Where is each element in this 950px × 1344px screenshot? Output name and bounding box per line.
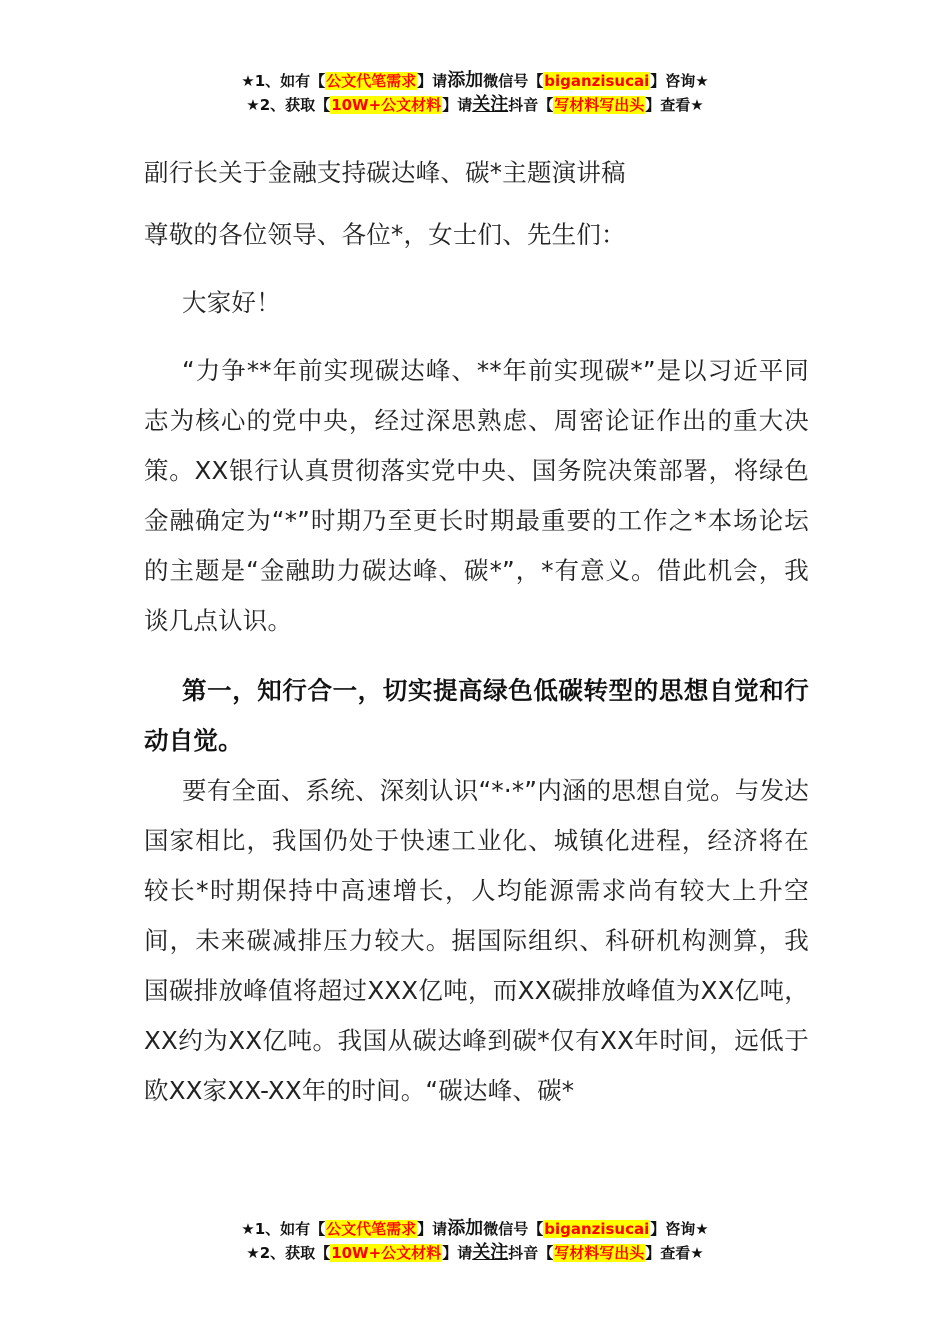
promo-highlight: biganzisucai [544, 72, 650, 90]
salutation: 尊敬的各位领导、各位*，女士们、先生们： [144, 220, 626, 249]
promo-text: 】请 [417, 1220, 448, 1238]
promo-line-2 [0, 93, 950, 117]
body-paragraph-1: 要有全面、系统、深刻认识“*·*”内涵的思想自觉。与发达国家相比，我国仍处于快速工业化、城镇化进程，经济将在较长*时期保持中高速增长，人均能源需求尚有较大上升空间，未来碳减排压力较大。据国际组织、科研机构测算，我国碳排放峰值将超过XXX亿吨，而XX碳排放峰值为XX亿吨，XX约为XX亿吨。我国从碳达峰到碳*仅有XX年时间，远低于欧XX家XX-XX年的时间。“碳达峰、碳* [144, 776, 809, 1105]
promo-banner-bottom [0, 1217, 950, 1265]
promo-text: 】请 [417, 72, 448, 90]
promo-line-1 [0, 69, 950, 93]
promo-emphasis: 关注 [472, 94, 509, 115]
promo-highlight: 10W+公文材料 [331, 1244, 442, 1262]
document-body [144, 148, 809, 1116]
promo-text: 】查看★ [645, 96, 704, 114]
promo-banner-top [0, 69, 950, 117]
promo-text: 】请 [442, 96, 473, 114]
promo-emphasis: 关注 [472, 1242, 509, 1263]
promo-text: 抖音【 [508, 1244, 554, 1262]
promo-text: ★1、如有【 [241, 72, 326, 90]
promo-text: 】请 [442, 1244, 473, 1262]
promo-highlight: 写材料写出头 [554, 1244, 645, 1262]
promo-line-1 [0, 1217, 950, 1241]
promo-text: ★1、如有【 [241, 1220, 326, 1238]
section-heading-1: 第一，知行合一，切实提高绿色低碳转型的思想自觉和行动自觉。 [144, 676, 809, 755]
promo-highlight: biganzisucai [544, 1220, 650, 1238]
promo-text: 】查看★ [645, 1244, 704, 1262]
promo-text: ★2、获取【 [246, 1244, 331, 1262]
promo-emphasis: 添加 [447, 70, 484, 91]
promo-text: ★2、获取【 [246, 96, 331, 114]
promo-line-2 [0, 1241, 950, 1265]
intro-paragraph: “力争**年前实现碳达峰、**年前实现碳*”是以习近平同志为核心的党中央，经过深思熟虑、周密论证作出的重大决策。XX银行认真贯彻落实党中央、国务院决策部署，将绿色金融确定为“*”时期乃至更长时期最重要的工作之*本场论坛的主题是“金融助力碳达峰、碳*”，*有意义。借此机会，我谈几点认识。 [144, 356, 809, 635]
promo-highlight: 写材料写出头 [554, 96, 645, 114]
promo-text: 抖音【 [508, 96, 554, 114]
promo-text: 微信号【 [483, 72, 544, 90]
promo-text: 】咨询★ [650, 1220, 709, 1238]
document-title: 副行长关于金融支持碳达峰、碳*主题演讲稿 [144, 158, 626, 187]
greeting: 大家好！ [182, 288, 281, 317]
promo-highlight: 公文代笔需求 [326, 72, 417, 90]
promo-highlight: 10W+公文材料 [331, 96, 442, 114]
promo-emphasis: 添加 [447, 1218, 484, 1239]
promo-highlight: 公文代笔需求 [326, 1220, 417, 1238]
promo-text: 】咨询★ [650, 72, 709, 90]
promo-text: 微信号【 [483, 1220, 544, 1238]
